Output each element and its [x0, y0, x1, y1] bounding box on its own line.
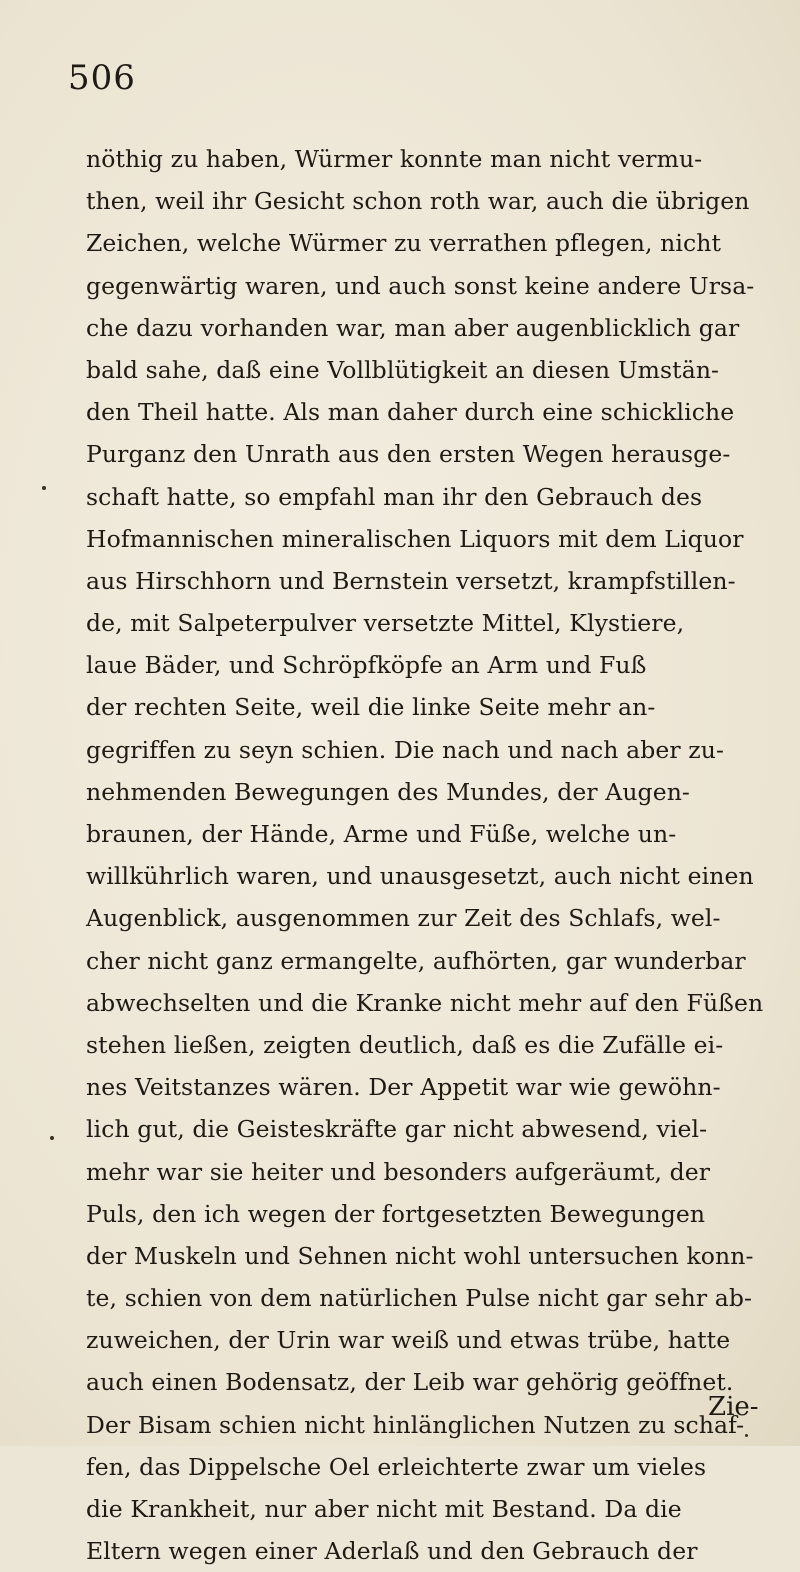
- text-line: die Krankheit, nur aber nicht mit Bestand. Da die: [86, 1495, 682, 1523]
- text-line: Eltern wegen einer Aderlaß und den Gebrauch der: [86, 1537, 698, 1566]
- text-line: lich gut, die Geisteskräfte gar nicht abwesend, viel-: [86, 1115, 708, 1144]
- text-line: mehr war sie heiter und besonders aufgeräumt, der: [86, 1157, 711, 1186]
- ink-speck: [50, 1136, 54, 1140]
- ink-speck: [42, 486, 46, 490]
- ink-speck: [745, 1434, 748, 1437]
- text-line: der rechten Seite, weil die linke Seite mehr an-: [86, 693, 656, 722]
- text-line: willkührlich waren, und unausgesetzt, auch nicht einen: [86, 862, 754, 891]
- text-line: gegriffen zu seyn schien. Die nach und nach aber zu-: [86, 735, 725, 764]
- catchword: Zie-: [708, 1392, 759, 1422]
- text-line: der Muskeln und Sehnen nicht wohl untersuchen konn-: [86, 1241, 754, 1270]
- text-line: stehen ließen, zeigten deutlich, daß es die Zufälle ei-: [86, 1030, 724, 1059]
- text-line: laue Bäder, und Schröpfköpfe an Arm und Fuß: [86, 651, 647, 680]
- text-line: schaft hatte, so empfahl man ihr den Gebrauch des: [86, 482, 703, 511]
- text-line: de, mit Salpeterpulver versetzte Mittel, Klystiere,: [86, 609, 685, 638]
- page-number: 506: [68, 58, 136, 98]
- text-line: gegenwärtig waren, und auch sonst keine andere Ursa-: [86, 271, 755, 300]
- text-line: nehmenden Bewegungen des Mundes, der Augen-: [86, 777, 690, 806]
- text-line: Puls, den ich wegen der fortgesetzten Bewegungen: [86, 1199, 706, 1228]
- text-line: nöthig zu haben, Würmer konnte man nicht vermu-: [86, 145, 703, 173]
- text-line: braunen, der Hände, Arme und Füße, welche un-: [86, 820, 677, 848]
- text-line: te, schien von dem natürlichen Pulse nicht gar sehr ab-: [86, 1284, 753, 1313]
- text-line: Hofmannischen mineralischen Liquors mit dem Liquor: [86, 524, 744, 553]
- text-line: zuweichen, der Urin war weiß und etwas trübe, hatte: [86, 1326, 731, 1355]
- text-line: bald sahe, daß eine Vollblütigkeit an diesen Umstän-: [86, 355, 720, 384]
- text-line: Zeichen, welche Würmer zu verrathen pflegen, nicht: [86, 229, 722, 258]
- text-line: cher nicht ganz ermangelte, aufhörten, gar wunderbar: [86, 946, 746, 975]
- text-line: then, weil ihr Gesicht schon roth war, auch die übrigen: [86, 187, 750, 216]
- text-line: den Theil hatte. Als man daher durch eine schickliche: [86, 398, 735, 427]
- text-line: Der Bisam schien nicht hinlänglichen Nutzen zu schaf-: [86, 1410, 745, 1439]
- text-line: Purganz den Unrath aus den ersten Wegen herausge-: [86, 440, 731, 469]
- text-line: nes Veitstanzes wären. Der Appetit war wie gewöhn-: [86, 1073, 721, 1102]
- text-line: Augenblick, ausgenommen zur Zeit des Schlafs, wel-: [86, 904, 721, 933]
- body-text: [86, 138, 776, 1572]
- text-line: abwechselten und die Kranke nicht mehr auf den Füßen: [86, 988, 764, 1017]
- text-line: aus Hirschhorn und Bernstein versetzt, krampfstillen-: [86, 566, 736, 595]
- text-line: che dazu vorhanden war, man aber augenblicklich gar: [86, 313, 740, 342]
- text-line: fen, das Dippelsche Oel erleichterte zwar um vieles: [86, 1452, 707, 1481]
- text-line: auch einen Bodensatz, der Leib war gehörig geöffnet.: [86, 1368, 734, 1397]
